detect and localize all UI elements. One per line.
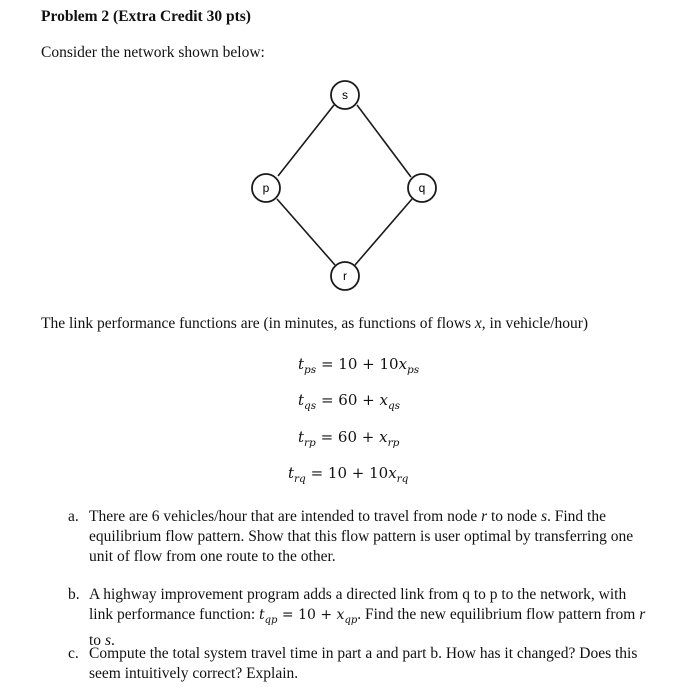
question-b-marker: b. bbox=[68, 586, 80, 603]
question-a: a. There are 6 vehicles/hour that are intended to travel from node r to node s. Find the equilibrium flow pattern. Show that this flow pattern is user optimal by transferring one unit of flow from one route to the other. bbox=[68, 508, 634, 565]
link-r-p bbox=[277, 199, 335, 265]
node-r-label: r bbox=[343, 269, 347, 283]
node-q-label: q bbox=[418, 181, 426, 195]
equation-qs: $t_{qs} = 60 + x_{qs}$ bbox=[298, 391, 401, 412]
link-q-s bbox=[357, 105, 411, 177]
question-b: b. A highway improvement program adds a directed link from q to p to the network, with link performance function: $t_{qp} = 10 + x_{qp}$. Find the new equilibrium flow pattern from r to s. bbox=[68, 586, 646, 649]
equation-rq: $t_{rq} = 10 + 10x_{rq}$ bbox=[288, 464, 409, 485]
question-c: c. Compute the total system travel time in part a and part b. How has it changed? Does this seem intuitively correct? Explain. bbox=[68, 645, 638, 682]
link-r-q bbox=[355, 199, 412, 265]
flow-variable: x bbox=[474, 315, 482, 332]
question-c-marker: c. bbox=[68, 645, 79, 662]
equation-rp: $t_{rp} = 60 + x_{rp}$ bbox=[298, 428, 400, 449]
node-s-label: s bbox=[342, 88, 348, 102]
node-p-label: p bbox=[262, 181, 270, 195]
problem-title: Problem 2 (Extra Credit 30 pts) bbox=[41, 8, 251, 25]
performance-intro: The link performance functions are (in minutes, as functions of flows x, in vehicle/hour) bbox=[41, 315, 589, 332]
link-p-s bbox=[278, 105, 334, 176]
equation-ps: $t_{ps} = 10 + 10x_{ps}$ bbox=[298, 355, 420, 376]
question-a-marker: a. bbox=[68, 508, 79, 525]
problem-intro: Consider the network shown below: bbox=[41, 44, 265, 61]
